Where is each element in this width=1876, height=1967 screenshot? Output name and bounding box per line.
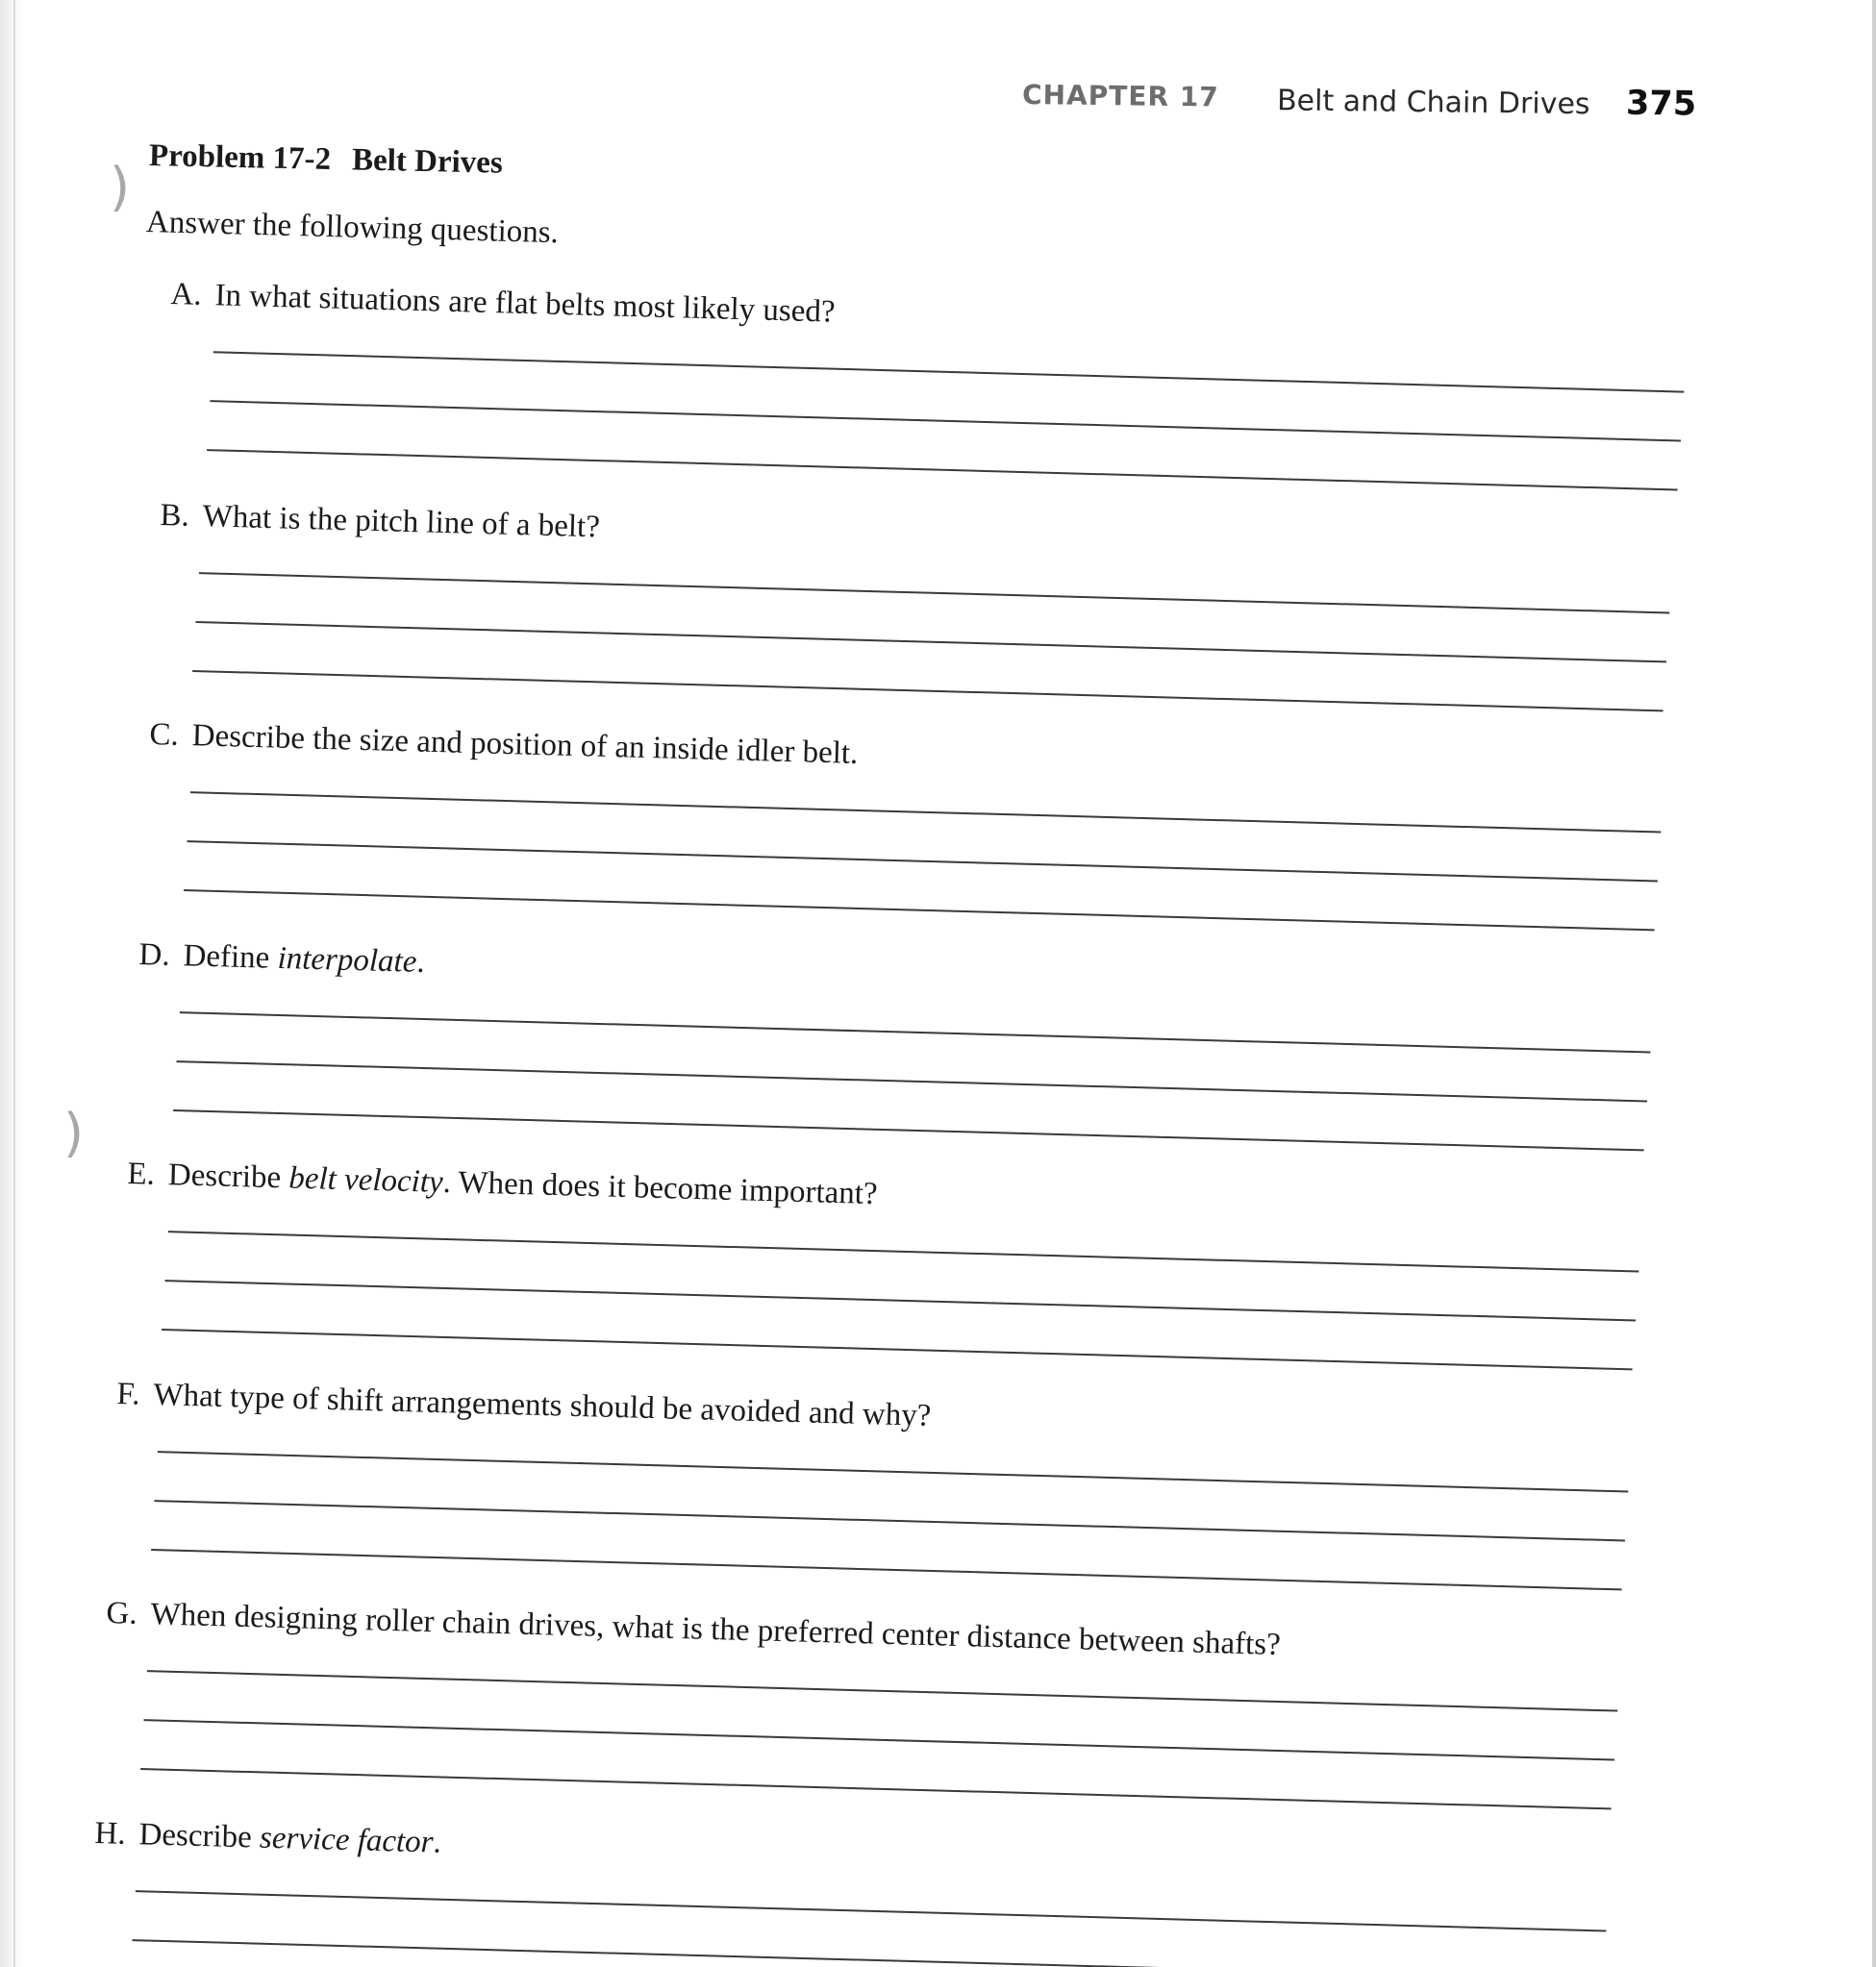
question-text bbox=[138, 937, 425, 981]
scan-edge-shadow bbox=[0, 0, 25, 1967]
answer-line[interactable] bbox=[190, 791, 1661, 833]
answer-line[interactable] bbox=[207, 449, 1677, 490]
question-prompt-end: . bbox=[433, 1825, 442, 1860]
chapter-label: CHAPTER 17 bbox=[1021, 79, 1219, 113]
question-prompt-end: . When does it become important? bbox=[442, 1164, 879, 1212]
question-prompt: In what situations are flat belts most likely used? bbox=[214, 278, 837, 330]
question-f bbox=[113, 1377, 1632, 1601]
answer-line[interactable] bbox=[210, 400, 1680, 441]
question-prompt-end: . bbox=[415, 944, 426, 981]
question-letter: F. bbox=[116, 1377, 140, 1412]
question-a bbox=[166, 277, 1686, 501]
question-text bbox=[170, 277, 836, 331]
answer-line[interactable] bbox=[173, 1109, 1643, 1151]
answer-line[interactable] bbox=[195, 621, 1665, 662]
question-d bbox=[135, 937, 1654, 1161]
question-prompt: Describe the size and position of an inside idler belt. bbox=[191, 718, 859, 771]
answer-line[interactable] bbox=[162, 1329, 1632, 1370]
question-letter: H. bbox=[94, 1816, 127, 1852]
answer-line[interactable] bbox=[187, 840, 1657, 882]
chapter-title: Belt and Chain Drives bbox=[1276, 84, 1590, 122]
question-text bbox=[94, 1816, 441, 1861]
answer-line[interactable] bbox=[199, 572, 1669, 613]
question-h bbox=[90, 1816, 1610, 1967]
question-text bbox=[116, 1377, 932, 1434]
question-text bbox=[160, 498, 600, 545]
question-letter: G. bbox=[106, 1596, 138, 1631]
question-prompt: When designing roller chain drives, what is the preferred center distance between shafts? bbox=[150, 1597, 1282, 1663]
answer-line[interactable] bbox=[136, 1890, 1606, 1931]
question-letter: C. bbox=[149, 717, 180, 753]
answer-line[interactable] bbox=[164, 1280, 1635, 1321]
answer-line[interactable] bbox=[180, 1011, 1650, 1053]
question-emphasis: service factor bbox=[259, 1820, 435, 1860]
question-b bbox=[156, 498, 1675, 722]
question-prompt: Describe bbox=[138, 1817, 261, 1855]
question-letter: B. bbox=[160, 498, 190, 534]
scan-edge-line bbox=[13, 0, 15, 1967]
problem-title: Belt Drives bbox=[351, 142, 504, 181]
question-text bbox=[149, 717, 859, 772]
question-text bbox=[127, 1157, 878, 1212]
answer-line[interactable] bbox=[132, 1939, 1602, 1967]
answer-line[interactable] bbox=[213, 351, 1684, 392]
question-text bbox=[106, 1596, 1281, 1663]
answer-line[interactable] bbox=[184, 889, 1654, 931]
answer-line[interactable] bbox=[147, 1670, 1617, 1711]
answer-line[interactable] bbox=[140, 1768, 1611, 1809]
running-head bbox=[1022, 75, 1708, 141]
binding-mark-icon: ) bbox=[110, 157, 131, 217]
question-prompt: What is the pitch line of a belt? bbox=[202, 499, 601, 545]
problem-number: Problem 17-2 bbox=[148, 138, 332, 177]
question-letter: A. bbox=[170, 277, 203, 312]
answer-line[interactable] bbox=[168, 1231, 1638, 1272]
problem-heading bbox=[149, 138, 504, 182]
question-g bbox=[102, 1596, 1621, 1820]
question-letter: E. bbox=[127, 1157, 156, 1192]
binding-mark-icon: ) bbox=[63, 1103, 85, 1163]
instructions: Answer the following questions. bbox=[145, 205, 560, 251]
question-emphasis: belt velocity bbox=[288, 1160, 444, 1200]
scan-right-border bbox=[1872, 0, 1876, 1967]
question-emphasis: interpolate bbox=[277, 940, 417, 980]
answer-line[interactable] bbox=[192, 670, 1663, 711]
question-e bbox=[123, 1157, 1642, 1381]
answer-line[interactable] bbox=[151, 1549, 1621, 1590]
question-c bbox=[145, 717, 1664, 941]
page-number: 375 bbox=[1625, 84, 1697, 124]
question-letter: D. bbox=[138, 937, 171, 973]
question-prompt: What type of shift arrangements should be avoided and why? bbox=[152, 1378, 932, 1433]
question-prompt: Define bbox=[183, 938, 279, 976]
answer-line[interactable] bbox=[143, 1719, 1613, 1760]
answer-line[interactable] bbox=[176, 1060, 1646, 1102]
question-prompt: Describe bbox=[167, 1158, 289, 1196]
answer-line[interactable] bbox=[154, 1500, 1624, 1541]
answer-line[interactable] bbox=[158, 1451, 1628, 1492]
